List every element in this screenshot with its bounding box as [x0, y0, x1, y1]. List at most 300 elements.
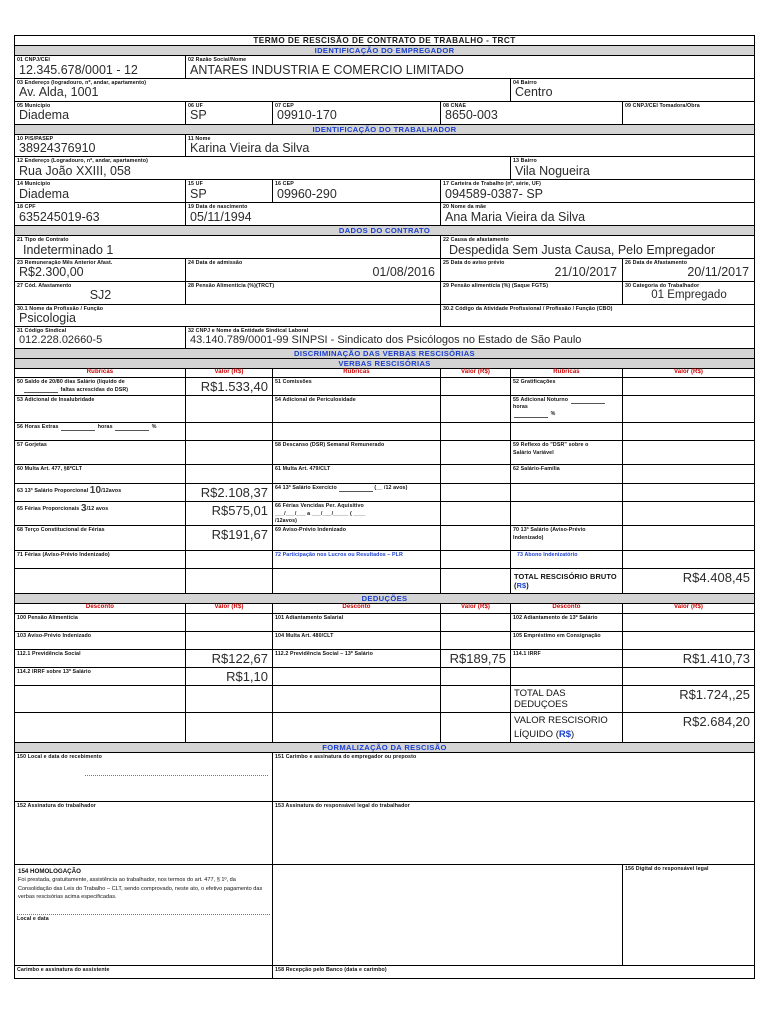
verba-62-label-cell [511, 465, 623, 484]
field-codigo-cbo-value[interactable] [441, 312, 754, 326]
field-nome-trabalhador-value[interactable]: Karina Vieira da Silva [190, 142, 310, 156]
field-assinatura-responsavel-legal[interactable] [273, 802, 755, 865]
verba-57-value [186, 441, 272, 458]
table-row [15, 502, 755, 526]
field-nome-mae-value[interactable]: Ana Maria Vieira da Silva [445, 210, 586, 224]
table-row [15, 649, 755, 667]
section-header-verbas: VERBAS RESCISÓRIAS [15, 358, 755, 368]
field-nome-profissao-value[interactable]: Psicologia [19, 312, 76, 326]
field-remuneracao-anterior-label: 23 Remuneração Mês Anterior Afast. [17, 259, 113, 266]
verbas-col-rubricas-2: Rubricas [273, 368, 441, 378]
deducao-101-value [441, 614, 510, 631]
verba-59-value [623, 441, 754, 458]
field-bairro-empregador [511, 78, 755, 101]
deducao-104-label: 104 Multa Art. 480/CLT [275, 632, 334, 639]
field-carimbo-assistente-label: Carimbo e assinatura do assistente [17, 967, 110, 974]
deducao-102-value [623, 614, 754, 631]
verba-58-value-cell[interactable] [441, 441, 511, 465]
verba-55-label-cont: % [511, 410, 622, 418]
verba-65-value: R$575,01 [211, 503, 268, 519]
field-data-aviso-previo-label: 25 Data do aviso prévio [443, 259, 505, 266]
field-carimbo-assistente[interactable] [15, 966, 273, 979]
homologacao-block [15, 865, 272, 901]
field-categoria-trabalhador-value[interactable]: 01 Empregado [651, 289, 727, 302]
verba-58-label: 58 Descanso (DSR) Semanal Remunerado [275, 442, 385, 449]
verba-60-value [186, 465, 272, 482]
verba-blank-c-label [511, 423, 622, 431]
deducao-blank-c-label [511, 668, 622, 676]
verba-69-value-cell[interactable] [441, 526, 511, 551]
valor-liquido-spacer-d [441, 713, 511, 743]
field-digital-responsavel[interactable] [623, 865, 755, 966]
verba-56-value-cell[interactable] [186, 423, 273, 441]
verba-57-label: 57 Gorjetas [17, 442, 47, 449]
field-uf-trabalhador-value[interactable]: SP [190, 187, 207, 201]
field-carteira-trabalho-value[interactable]: 094589-0387- SP [445, 187, 543, 201]
verba-73-label-cell [511, 551, 623, 569]
verba-68-label-cell [15, 526, 186, 551]
field-data-nascimento-value[interactable]: 05/11/1994 [190, 210, 252, 224]
field-tipo-contrato-value[interactable]: Indeterminado 1 [23, 243, 114, 257]
verba-54-label-cell [273, 396, 441, 423]
deducao-104-value [441, 632, 510, 649]
section-header-formalizacao: FORMALIZAÇÃO DA RESCISÃO [15, 743, 755, 753]
deducao-blank-c-value-cell[interactable] [623, 667, 755, 685]
field-uf-empregador-label: 06 UF [188, 102, 203, 109]
verbas-header-row [15, 368, 755, 378]
field-uf-empregador-value[interactable]: SP [190, 109, 207, 123]
valor-liquido-value-cell [623, 713, 755, 743]
verba-56-value [186, 423, 272, 440]
field-data-admissao [186, 258, 441, 281]
field-bairro-empregador-label: 04 Bairro [513, 79, 537, 86]
field-carimbo-empregador[interactable] [273, 753, 755, 802]
verba-53-label: 53 Adicional de Insalubridade [17, 397, 95, 404]
verba-52-value [623, 378, 754, 395]
verba-blank-b-cell [273, 423, 441, 441]
field-homologacao-signature-area[interactable] [273, 865, 623, 966]
homologacao-text: Foi prestada, gratuitamente, assistência ao trabalhador, nos termos do art. 477, § 1º, da Consolidação das Leis do Trabalho – CLT, sendo comprovado, neste ato, o efetivo pagamento das verbas rescisórias acima especificadas. [18, 877, 263, 901]
deducao-104-value-cell[interactable] [441, 631, 511, 649]
field-cep-trabalhador-value[interactable]: 09960-290 [277, 187, 337, 201]
field-data-aviso-previo [441, 258, 623, 281]
verba-blank-c-value-cell[interactable] [623, 423, 755, 441]
field-cpf-label: 18 CPF [17, 204, 36, 211]
field-causa-afastamento-label: 22 Causa de afastamento [443, 237, 509, 244]
field-assinatura-trabalhador[interactable] [15, 802, 273, 865]
field-municipio-empregador-label: 05 Município [17, 102, 51, 109]
field-data-admissao-value[interactable]: 01/08/2016 [372, 266, 435, 280]
field-municipio-empregador-value[interactable]: Diadema [19, 109, 70, 123]
deducoes-col-desconto-1: Desconto [15, 604, 186, 614]
deducao-114-2-value-cell[interactable] [186, 667, 273, 685]
deducao-105-label-cell [511, 631, 623, 649]
field-bairro-trabalhador [511, 157, 755, 180]
deducao-100-value [186, 614, 272, 631]
verba-69-label: 69 Aviso-Prévio Indenizado [275, 527, 347, 534]
field-data-admissao-label: 24 Data de admissão [188, 259, 243, 266]
field-cod-afastamento-value[interactable]: SJ2 [89, 289, 112, 303]
field-pensao-trct [186, 281, 441, 304]
contract-row-2 [15, 258, 755, 281]
verba-64-label-cell [273, 484, 441, 502]
deducao-blank-b-value [441, 668, 510, 685]
field-cpf-value[interactable]: 635245019-63 [19, 210, 100, 224]
verba-71-label-cell [15, 551, 186, 569]
section-row-employer [15, 46, 755, 56]
signature-dotted-line [85, 775, 268, 776]
field-entidade-sindical [186, 327, 755, 348]
verbas-col-rubricas-1: Rubricas [15, 368, 186, 378]
deducao-103-label: 103 Aviso-Prévio Indenizado [17, 632, 92, 639]
verba-51-label-cell [273, 378, 441, 396]
verba-53-value [186, 396, 272, 413]
verba-blank-b-value-cell[interactable] [441, 423, 511, 441]
field-cep-empregador-value[interactable]: 09910-170 [277, 109, 337, 123]
verba-54-label: 54 Adicional de Periculosidade [275, 397, 356, 404]
field-entidade-sindical-value[interactable]: 43.140.789/0001-99 SINPSI - Sindicato dos Psicólogos no Estado de São Paulo [190, 335, 582, 347]
field-categoria-trabalhador [623, 281, 755, 304]
verba-72-value-cell[interactable] [441, 551, 511, 569]
verba-70-value-cell[interactable] [623, 526, 755, 551]
verba-59-label: 59 Reflexo do "DSR" sobre o [513, 442, 589, 449]
deducao-112-1-value: R$122,67 [211, 650, 268, 666]
verba-66-value-cell[interactable] [441, 502, 511, 526]
worker-row-2 [15, 157, 755, 180]
deducao-112-1-value-cell[interactable] [186, 649, 273, 667]
verbas-col-valor-3: Valor (R$) [623, 368, 755, 378]
field-endereco-trabalhador-value[interactable]: Rua João XXIII, 058 [19, 165, 131, 179]
verbas-total-row [15, 569, 755, 594]
verba-71-value [186, 551, 272, 568]
field-digital-responsavel-label: 156 Digital do responsável legal [625, 866, 709, 873]
verba-53-value-cell[interactable] [186, 396, 273, 423]
table-row [15, 631, 755, 649]
deducao-104-label-cell [273, 631, 441, 649]
formalizacao-row-3 [15, 865, 755, 966]
total-deducoes-spacer-b [186, 685, 273, 713]
verba-52-label-cell [511, 378, 623, 396]
verba-55-label: 55 Adicional Noturno horas [511, 396, 622, 410]
verba-61-label-cell [273, 465, 441, 484]
verba-71-value-cell[interactable] [186, 551, 273, 569]
verba-50-label: 50 Saldo de 20/80 dias Salário (líquido de [17, 379, 125, 386]
field-nome-profissao [15, 304, 441, 327]
section-row-deducoes [15, 594, 755, 604]
section-row-discrimination [15, 348, 755, 358]
verba-69-value [441, 526, 510, 543]
verba-73-value [623, 551, 754, 568]
deducoes-col-desconto-2: Desconto [273, 604, 441, 614]
section-header-deducoes: DEDUÇÕES [15, 594, 755, 604]
field-codigo-sindical-value[interactable]: 012.228.02660-5 [19, 335, 103, 347]
table-row [15, 441, 755, 465]
deducao-114-1-label-cell [511, 649, 623, 667]
field-endereco-trabalhador-label: 12 Endereço (Logradouro, nº, andar, apartamento) [17, 158, 148, 165]
table-row [15, 423, 755, 441]
deducoes-col-valor-2: Valor (R$) [441, 604, 511, 614]
verba-68-value-cell[interactable] [186, 526, 273, 551]
verba-blank-c2-value-cell[interactable] [623, 484, 755, 502]
field-razao-social-value[interactable]: ANTARES INDUSTRIA E COMERCIO LIMITADO [190, 63, 464, 77]
field-codigo-cbo [441, 304, 755, 327]
field-remuneracao-anterior-value[interactable]: R$2.300,00 [19, 266, 84, 280]
verba-59-value-cell[interactable] [623, 441, 755, 465]
employer-row-3 [15, 101, 755, 124]
field-causa-afastamento [441, 236, 755, 259]
deducao-112-1-label-cell [15, 649, 186, 667]
verba-65-label-cell [15, 502, 186, 526]
verba-blank-c2-value [623, 484, 754, 501]
verba-61-value-cell[interactable] [441, 465, 511, 484]
verba-59-label-cell [511, 441, 623, 465]
verba-51-value-cell[interactable] [441, 378, 511, 396]
field-data-nascimento-label: 19 Data de nascimento [188, 204, 248, 211]
verba-72-label-cell [273, 551, 441, 569]
total-deducoes-spacer-a [15, 685, 186, 713]
deducao-112-2-value-cell[interactable] [441, 649, 511, 667]
verba-56-label: 56 Horas Extras horas % [17, 424, 157, 431]
verba-70-label-cont: Indenizado) [513, 534, 544, 541]
deducao-103-value-cell[interactable] [186, 631, 273, 649]
field-entidade-sindical-label: 32 CNPJ e Nome da Entidade Sindical Laboral [188, 328, 309, 335]
verba-63-label-cell [15, 484, 186, 502]
table-row [15, 396, 755, 423]
deducoes-col-valor-1: Valor (R$) [186, 604, 273, 614]
deducao-114-2-label: 114.2 IRRF sobre 13º Salário [17, 668, 91, 675]
deducao-112-2-value: R$189,75 [449, 650, 506, 666]
verba-55-value-cell[interactable] [623, 396, 755, 423]
section-header-worker: IDENTIFICAÇÃO DO TRABALHADOR [15, 124, 755, 134]
field-pis-pasep-label: 10 PIS/PASEP [17, 135, 54, 142]
verba-53-label-cell [15, 396, 186, 423]
verba-blank-c2-cell [511, 484, 623, 502]
field-recepcao-banco[interactable] [273, 966, 755, 979]
valor-liquido-spacer-b [186, 713, 273, 743]
field-cnpj-tomadora-value[interactable] [623, 109, 754, 123]
field-nome-profissao-label: 30.1 Nome da Profissão / Função [17, 305, 104, 312]
total-rescisorio-bruto-label-cell [511, 569, 623, 594]
verba-57-value-cell[interactable] [186, 441, 273, 465]
field-cnae [441, 101, 623, 124]
contract-row-4 [15, 304, 755, 327]
field-homologacao [15, 865, 273, 966]
verba-64-value-cell[interactable] [441, 484, 511, 502]
verba-55-label-cell [511, 396, 623, 423]
verba-62-value [623, 465, 754, 482]
field-assinatura-trabalhador-label: 152 Assinatura do trabalhador [17, 803, 96, 810]
total-deducoes-row [15, 685, 755, 713]
verba-70-label: 70 13ª Salário (Aviso-Prévio [513, 527, 586, 534]
field-bairro-empregador-value[interactable]: Centro [515, 86, 553, 100]
field-codigo-sindical-label: 31 Código Sindical [17, 328, 67, 335]
verba-63-value: R$2.108,37 [200, 485, 268, 501]
verba-50-value-cell[interactable] [186, 378, 273, 396]
deducao-102-value-cell[interactable] [623, 613, 755, 631]
verba-51-value [441, 378, 510, 395]
deducao-114-1-value-cell[interactable] [623, 649, 755, 667]
deducao-100-label-cell [15, 613, 186, 631]
field-tipo-contrato-label: 21 Tipo de Contrato [17, 237, 69, 244]
total-rescisorio-bruto-value-cell [623, 569, 755, 594]
table-row [15, 613, 755, 631]
field-nome-trabalhador-label: 11 Nome [188, 135, 211, 142]
field-carteira-trabalho-label: 17 Carteira de Trabalho (nº, série, UF) [443, 181, 541, 188]
verba-50-label-cont: faltas acrescidas do DSR) [15, 386, 185, 394]
verba-blank-c3-value [623, 502, 754, 519]
field-data-aviso-previo-value[interactable]: 21/10/2017 [554, 266, 617, 280]
field-cnpj-tomadora [623, 101, 755, 124]
total-deducoes-spacer-c [273, 685, 441, 713]
verba-blank-c-cell [511, 423, 623, 441]
field-cnpj-cei-value[interactable]: 12.345.678/0001 - 12 [19, 63, 138, 77]
field-recepcao-banco-label: 158 Recepção pelo Banco (data e carimbo) [275, 967, 387, 974]
field-razao-social-label: 02 Razão Social/Nome [188, 57, 247, 63]
field-bairro-trabalhador-label: 13 Bairro [513, 158, 537, 165]
total-deducoes-label: TOTAL DAS DEDUÇOES [514, 687, 568, 710]
field-razao-social [186, 56, 755, 79]
verba-65-label: 65 Férias Proporcionais 3/12 avos [17, 503, 109, 515]
valor-liquido-label-cell [511, 713, 623, 743]
deducao-105-value-cell[interactable] [623, 631, 755, 649]
homologacao-title: 154 HOMOLOGAÇÃO [18, 868, 81, 876]
verba-65-value-cell[interactable] [186, 502, 273, 526]
homologacao-local-data-label[interactable]: Local e data [17, 915, 49, 922]
field-pensao-trct-label: 28 Pensão Alimentícia (%)(TRCT) [188, 282, 275, 289]
field-causa-afastamento-value[interactable]: Despedida Sem Justa Causa, Pelo Empregador [449, 243, 716, 257]
deducao-101-label: 101 Adiantamento Salarial [275, 614, 344, 621]
employer-row-2 [15, 78, 755, 101]
deducao-114-2-label-cell [15, 667, 186, 685]
verba-71-label: 71 Férias (Aviso-Prévio Indenizado) [17, 552, 110, 559]
field-pensao-trct-value[interactable] [186, 289, 440, 303]
section-row-formalizacao [15, 743, 755, 753]
deducao-112-1-label: 112.1 Previdência Social [17, 650, 81, 657]
verba-72-label: 72 Participação nos Lucros ou Resultados – PLR [275, 552, 403, 559]
verba-63-value-cell[interactable] [186, 484, 273, 502]
deducao-blank-c-cell [511, 667, 623, 685]
verba-66-label-cont: ___/___/___ a ___/___/_____ ( ____ [275, 510, 366, 517]
field-endereco-trabalhador [15, 157, 511, 180]
deducao-101-label-cell [273, 613, 441, 631]
field-cnpj-cei-label: 01 CNPJ/CEI [17, 57, 50, 63]
field-remuneracao-anterior [15, 258, 186, 281]
field-codigo-sindical [15, 327, 186, 348]
deducao-101-value-cell[interactable] [441, 613, 511, 631]
field-municipio-trabalhador-value[interactable]: Diadema [19, 187, 70, 201]
verba-54-value [441, 396, 510, 413]
contract-row-5 [15, 327, 755, 348]
verba-blank-c3-cell [511, 502, 623, 526]
field-carteira-trabalho [441, 180, 755, 203]
field-cep-empregador-label: 07 CEP [275, 102, 294, 109]
verba-52-value-cell[interactable] [623, 378, 755, 396]
total-deducoes-value-cell [623, 685, 755, 713]
total-deducoes-value: R$1.724,,25 [679, 686, 751, 702]
verbas-total-spacer-a [15, 569, 186, 594]
field-cnpj-cei [15, 56, 186, 79]
field-bairro-trabalhador-value[interactable]: Vila Nogueira [515, 165, 590, 179]
verba-50-label-cell [15, 378, 186, 396]
verba-58-label-cell [273, 441, 441, 465]
deducao-blank-c-value [623, 668, 754, 685]
deducoes-col-desconto-3: Desconto [511, 604, 623, 614]
table-row [15, 484, 755, 502]
table-row [15, 378, 755, 396]
total-deducoes-label-cell [511, 685, 623, 713]
verba-65-avos-fill: 3 [80, 503, 87, 515]
verba-62-value-cell[interactable] [623, 465, 755, 484]
deducao-blank-b-value-cell[interactable] [441, 667, 511, 685]
table-row [15, 667, 755, 685]
deducao-114-1-value: R$1.410,73 [682, 650, 751, 666]
deducao-100-value-cell[interactable] [186, 613, 273, 631]
deducao-blank-b-cell [273, 667, 441, 685]
formalizacao-row-1 [15, 753, 755, 802]
field-cep-empregador [273, 101, 441, 124]
field-municipio-trabalhador [15, 180, 186, 203]
deducao-100-label: 100 Pensão Alimentícia [17, 614, 78, 621]
field-pis-pasep [15, 134, 186, 157]
verbas-total-spacer-c [273, 569, 441, 594]
valor-liquido-label-line2: LÍQUIDO (R$) [514, 728, 575, 740]
verba-52-label: 52 Gratificações [513, 379, 556, 386]
total-rescisorio-bruto-value: R$4.408,45 [682, 570, 751, 586]
section-header-employer: IDENTIFICAÇÃO DO EMPREGADOR [15, 46, 755, 56]
verba-60-value-cell[interactable] [186, 465, 273, 484]
field-endereco-empregador-value[interactable]: Av. Alda, 1001 [19, 86, 99, 100]
title-row [15, 36, 755, 46]
verbas-total-spacer-d [441, 569, 511, 594]
field-endereco-empregador-label: 03 Endereço (logradouro, nº, andar, apartamento) [17, 79, 147, 86]
field-municipio-empregador [15, 101, 186, 124]
deducoes-header-row [15, 604, 755, 614]
verba-55-value [623, 396, 754, 413]
field-pis-pasep-value[interactable]: 38924376910 [19, 142, 96, 156]
document-title: TERMO DE RESCISÃO DE CONTRATO DE TRABALHO - TRCT [15, 36, 755, 46]
verba-blank-b-value [441, 423, 510, 440]
verba-57-label-cell [15, 441, 186, 465]
field-cnae-label: 08 CNAE [443, 102, 467, 109]
verba-blank-c3-label [511, 502, 622, 510]
verba-61-value [441, 465, 510, 482]
deducao-102-label-cell [511, 613, 623, 631]
field-local-data-recebimento-label: 150 Local e data do recebimento [17, 754, 102, 761]
verba-66-label-cont2: /12avos) [275, 518, 298, 525]
table-row [15, 526, 755, 551]
verba-blank-c3-value-cell[interactable] [623, 502, 755, 526]
deducao-114-1-label: 114.1 IRRF [513, 650, 541, 657]
field-cnae-value[interactable]: 8650-003 [445, 109, 498, 123]
field-pensao-fgts-value[interactable] [441, 289, 622, 303]
field-local-data-recebimento[interactable] [15, 753, 273, 802]
verba-56-label-cell [15, 423, 186, 441]
verba-73-value-cell[interactable] [623, 551, 755, 569]
verba-blank-b-label [273, 423, 440, 431]
verba-54-value-cell[interactable] [441, 396, 511, 423]
formalizacao-row-2 [15, 802, 755, 865]
field-data-afastamento-value[interactable]: 20/11/2017 [687, 266, 750, 280]
formalizacao-row-4 [15, 966, 755, 979]
contract-row-3 [15, 281, 755, 304]
valor-liquido-value: R$2.684,20 [682, 714, 751, 730]
verba-66-label-cell [273, 502, 441, 526]
field-cod-afastamento-label: 27 Cód. Afastamento [17, 282, 72, 289]
total-deducoes-spacer-d [441, 685, 511, 713]
employer-row-1 [15, 56, 755, 79]
field-cep-trabalhador [273, 180, 441, 203]
field-cep-trabalhador-label: 16 CEP [275, 181, 294, 188]
